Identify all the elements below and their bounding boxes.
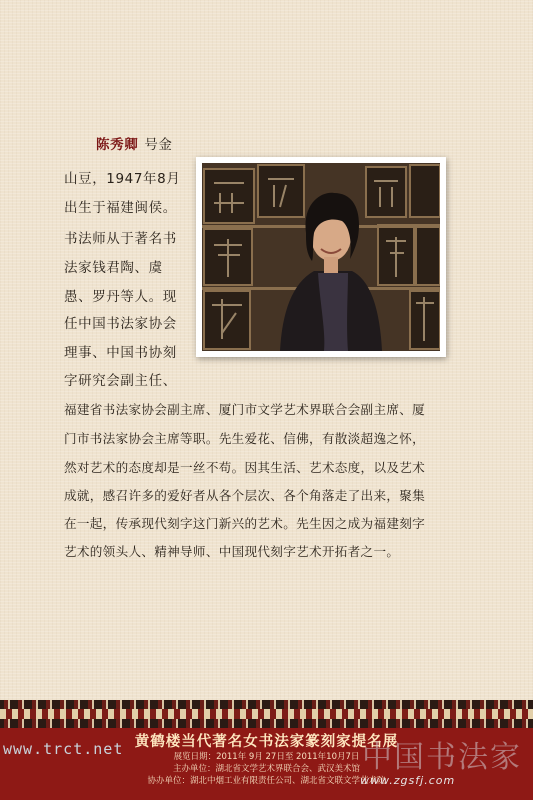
decorative-border [0, 700, 533, 728]
exhibition-dates: 展览日期：2011年 9月 27日至 2011年10月7日 [173, 752, 360, 762]
bio-line-1 [96, 131, 173, 160]
bio-line-9: 字研究会副主任、 [64, 373, 177, 389]
bio-line-2: 山豆，1947年8月 [64, 171, 181, 187]
artist-name: 陈秀卿 [96, 137, 139, 153]
watermark-left: www.trct.net [3, 740, 124, 758]
watermark-right-chinese: 中国书法家 [362, 740, 522, 775]
co-organizers: 协办单位：湖北中烟工业有限责任公司、湖北省文联文学艺术院 [147, 776, 386, 786]
portrait-image [202, 163, 440, 351]
bio-line-15: 艺术的领头人、精神导师、中国现代刻字艺术开拓者之一。 [64, 544, 400, 559]
bio-line-6: 愚、罗丹等人。现 [64, 289, 177, 305]
bio-line-8: 理事、中国书协刻 [64, 345, 177, 361]
bio-line-13: 成就，感召许多的爱好者从各个层次、各个角落走了出来，聚集 [64, 488, 426, 503]
portrait-photo-frame [196, 157, 446, 357]
footer-banner [0, 700, 533, 800]
portrait-photo [202, 163, 440, 351]
bio-line-14: 在一起，传承现代刻字这门新兴的艺术。先生因之成为福建刻字 [64, 516, 426, 531]
exhibition-title: 黄鹤楼当代著名女书法家篆刻家提名展 [134, 733, 399, 750]
bio-line-3: 出生于福建闽侯。 [64, 200, 177, 216]
bio-line-4: 书法师从于著名书 [64, 231, 177, 247]
bio-line-12: 然对艺术的态度却是一丝不苟。因其生活、艺术态度，以及艺术 [64, 460, 426, 475]
bio-line-5: 法家钱君陶、虞 [64, 260, 163, 276]
bio-line-10: 福建省书法家协会副主席、厦门市文学艺术界联合会副主席、厦 [64, 402, 426, 417]
organizers: 主办单位：湖北省文学艺术界联合会、武汉美术馆 [172, 764, 360, 774]
bio-line-7: 任中国书法家协会 [64, 316, 177, 332]
watermark-right-url: www.zgsfj.com [360, 774, 456, 787]
bio-text: 号金 [144, 137, 173, 153]
bio-line-11: 门市书法家协会主席等职。先生爱花、信佛，有散淡超逸之怀， [64, 431, 426, 446]
